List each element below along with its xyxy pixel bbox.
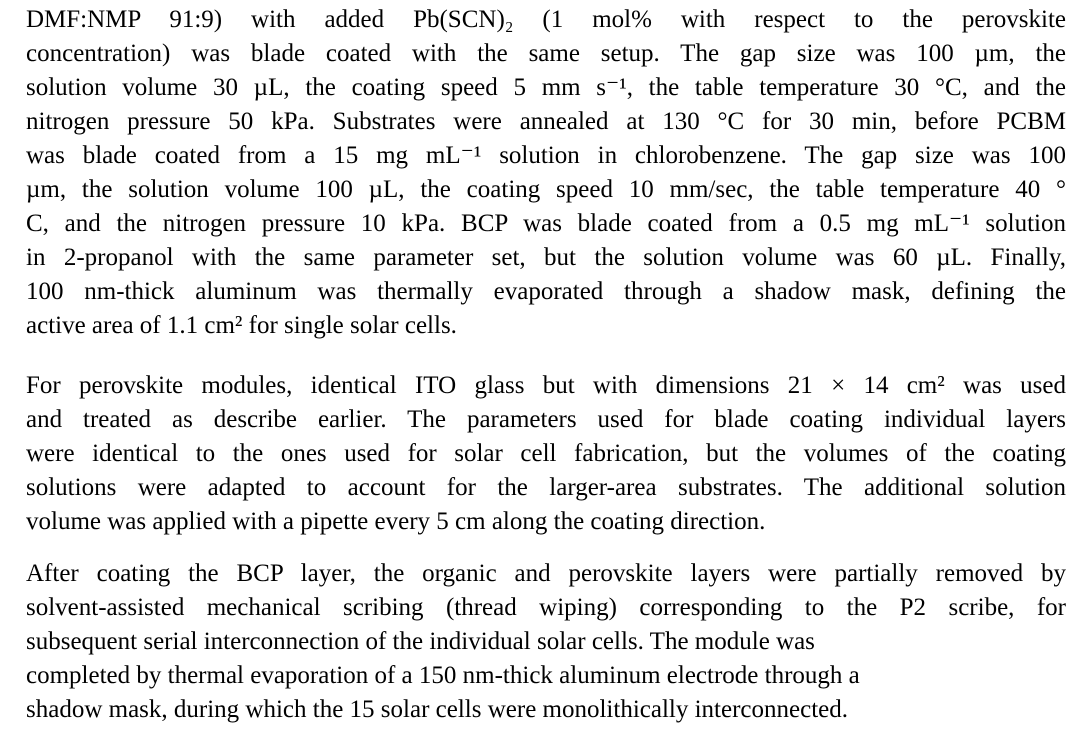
text-line: µm, the solution volume 100 µL, the coating speed 10 mm/sec, the table temperature 40 ° <box>26 176 1066 203</box>
text-line: was blade coated from a 15 mg mL⁻¹ solution in chlorobenzene. The gap size was 100 <box>26 142 1066 169</box>
text-line: active area of 1.1 cm² for single solar cells. <box>26 312 457 339</box>
text-line: For perovskite modules, identical ITO glass but with dimensions 21 × 14 cm² was used <box>26 372 1066 399</box>
text-line: shadow mask, during which the 15 solar cells were monolithically interconnected. <box>26 696 848 723</box>
text-line: solvent-assisted mechanical scribing (thread wiping) corresponding to the P2 scribe, for <box>26 594 1066 621</box>
text-line: volume was applied with a pipette every 5 cm along the coating direction. <box>26 508 766 535</box>
text-line: 100 nm-thick aluminum was thermally evaporated through a shadow mask, defining the <box>26 278 1066 305</box>
text-line: C, and the nitrogen pressure 10 kPa. BCP was blade coated from a 0.5 mg mL⁻¹ solution <box>26 210 1066 237</box>
text-line: solutions were adapted to account for the larger-area substrates. The additional solution <box>26 474 1066 501</box>
text-line: nitrogen pressure 50 kPa. Substrates were annealed at 130 °C for 30 min, before PCBM <box>26 108 1066 135</box>
text-line: subsequent serial interconnection of the individual solar cells. The module was <box>26 628 815 655</box>
paragraph-fabrication-details <box>26 3 1066 343</box>
text-line: DMF:NMP 91:9) with added Pb(SCN)₂ (1 mol% with respect to the perovskite <box>26 6 1066 33</box>
paragraph-perovskite-modules <box>26 369 1066 539</box>
paragraph-interconnection <box>26 557 1066 727</box>
text-line: concentration) was blade coated with the same setup. The gap size was 100 µm, the <box>26 40 1066 67</box>
text-line: and treated as describe earlier. The parameters used for blade coating individual layers <box>26 406 1066 433</box>
text-line: completed by thermal evaporation of a 150 nm-thick aluminum electrode through a <box>26 662 860 689</box>
text-line: were identical to the ones used for solar cell fabrication, but the volumes of the coating <box>26 440 1066 467</box>
text-line: in 2-propanol with the same parameter set, but the solution volume was 60 µL. Finally, <box>26 244 1066 271</box>
text-line: After coating the BCP layer, the organic and perovskite layers were partially removed by <box>26 560 1066 587</box>
text-line: solution volume 30 µL, the coating speed 5 mm s⁻¹, the table temperature 30 °C, and the <box>26 74 1066 101</box>
